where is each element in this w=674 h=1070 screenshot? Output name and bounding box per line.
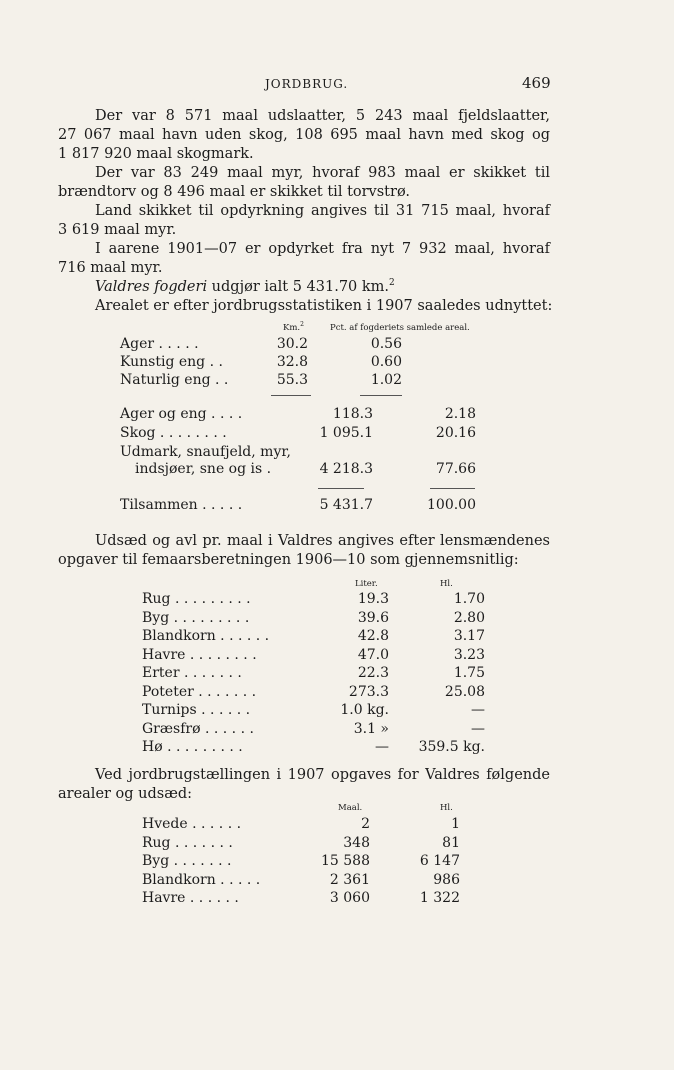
row-label: Byg . . . . . . . — [142, 853, 232, 869]
row-hl: 81 — [442, 834, 460, 851]
row-pct: 1.02 — [370, 372, 402, 388]
row-hl: 359.5 kg. — [418, 739, 485, 755]
row-label: Havre . . . . . . — [142, 890, 239, 906]
row-label: Rug . . . . . . . — [142, 834, 233, 851]
row-km: 1 095.1 — [319, 425, 373, 441]
row-km: 30.2 — [276, 336, 308, 352]
col-header-km — [283, 323, 304, 333]
row-hl: 1 322 — [419, 890, 460, 906]
sum-rule — [360, 395, 402, 396]
row-maal: 3 060 — [329, 890, 370, 906]
row-label: indsjøer, sne og is . — [135, 461, 272, 477]
page-number: 469 — [522, 74, 551, 92]
row-hl: 6 147 — [419, 853, 460, 869]
row-pct: 77.66 — [435, 461, 476, 477]
sum-rule — [318, 488, 364, 489]
row-pct: 0.56 — [370, 336, 402, 352]
row-label: Græsfrø . . . . . . — [142, 720, 254, 737]
row-liter: 22.3 — [357, 665, 389, 681]
row-liter: 273.3 — [348, 683, 389, 700]
sum-rule — [271, 395, 311, 396]
text-line: 716 maal myr. — [58, 260, 163, 276]
row-km: 32.8 — [276, 354, 308, 370]
row-liter: — — [375, 739, 389, 755]
row-hl: 3.17 — [453, 628, 485, 644]
row-hl: 1 — [451, 816, 460, 832]
total-km: 5 431.7 — [319, 497, 373, 513]
row-liter: 1.0 kg. — [340, 702, 389, 718]
row-label: Poteter . . . . . . . — [142, 683, 257, 700]
text-line: Udsæd og avl pr. maal i Valdres angives efter lensmændenes — [95, 533, 550, 549]
row-hl: 25.08 — [444, 683, 485, 700]
row-label: Ager og eng . . . . — [120, 406, 243, 422]
text-line: 1 817 920 maal skogmark. — [58, 146, 254, 162]
row-pct: 2.18 — [444, 406, 476, 422]
row-hl: 1.70 — [453, 591, 485, 607]
row-label: Erter . . . . . . . — [142, 665, 242, 681]
text-line: Arealet er efter jordbrugsstatistiken i 1907 saaledes udnyttet: — [95, 298, 553, 314]
row-liter: 3.1 » — [353, 720, 389, 737]
row-liter: 19.3 — [357, 591, 389, 607]
text-line: arealer og udsæd: — [58, 786, 193, 802]
row-maal: 348 — [343, 834, 370, 851]
italic-term: Valdres fogderi — [95, 279, 208, 295]
row-maal: 15 588 — [321, 853, 370, 869]
row-pct: 20.16 — [435, 425, 476, 441]
row-hl: 3.23 — [453, 646, 485, 663]
total-label: Tilsammen . . . . . — [120, 497, 243, 513]
text-line: Der var 83 249 maal myr, hvoraf 983 maal er skikket til — [95, 165, 550, 181]
superscript: 2 — [300, 321, 304, 329]
row-liter: 47.0 — [357, 646, 389, 663]
row-label: Kunstig eng . . — [120, 354, 223, 370]
row-pct: 0.60 — [370, 354, 402, 370]
row-km: 4 218.3 — [319, 461, 373, 477]
row-label: Havre . . . . . . . . — [142, 646, 257, 663]
row-hl: 1.75 — [453, 665, 485, 681]
text-line: 3 619 maal myr. — [58, 222, 177, 238]
text-line: brændtorv og 8 496 maal er skikket til torvstrø. — [58, 184, 411, 200]
row-hl: 986 — [433, 871, 460, 888]
text-line: Der var 8 571 maal udslaatter, 5 243 maal fjeldslaatter, — [95, 108, 550, 124]
row-label: Skog . . . . . . . . — [120, 425, 227, 441]
row-maal: 2 361 — [329, 871, 370, 888]
col-header-hl: Hl. — [440, 803, 453, 813]
text-line: Ved jordbrugstællingen i 1907 opgaves for Valdres følgende — [95, 767, 550, 783]
col-header-text: Km. — [283, 323, 301, 333]
row-label: Hø . . . . . . . . . — [142, 739, 243, 755]
row-hl: 2.80 — [453, 609, 485, 626]
row-label: Udmark, snaufjeld, myr, — [120, 444, 291, 460]
col-header-pct: Pct. af fogderiets samlede areal. — [330, 323, 470, 333]
row-label: Blandkorn . . . . . — [142, 871, 261, 888]
text-line: 27 067 maal havn uden skog, 108 695 maal havn med skog og — [58, 127, 550, 143]
text-line: opgaver til femaarsberetningen 1906—10 som gjennemsnitlig: — [58, 552, 519, 568]
row-label: Naturlig eng . . — [120, 372, 229, 388]
row-km: 55.3 — [276, 372, 308, 388]
text-line: I aarene 1901—07 er opdyrket fra nyt 7 932 maal, hvoraf — [95, 241, 550, 257]
col-header-hl: Hl. — [440, 579, 453, 589]
text-line: Land skikket til opdyrkning angives til 31 715 maal, hvoraf — [95, 203, 550, 219]
row-label: Rug . . . . . . . . . — [142, 591, 251, 607]
text-run: udgjør ialt 5 431.70 km. — [207, 279, 390, 295]
superscript: 2 — [389, 278, 395, 289]
row-km: 118.3 — [332, 406, 373, 422]
col-header-maal: Maal. — [338, 803, 363, 813]
row-hl: — — [471, 720, 485, 737]
row-label: Byg . . . . . . . . . — [142, 609, 250, 626]
row-liter: 39.6 — [357, 609, 389, 626]
sum-rule — [430, 488, 475, 489]
row-label: Turnips . . . . . . — [142, 702, 251, 718]
row-hl: — — [471, 702, 485, 718]
row-liter: 42.8 — [357, 628, 389, 644]
row-maal: 2 — [361, 816, 370, 832]
text-line — [95, 279, 395, 295]
total-pct: 100.00 — [427, 497, 476, 513]
running-header: JORDBRUG. — [265, 77, 349, 91]
row-label: Blandkorn . . . . . . — [142, 628, 270, 644]
row-label: Hvede . . . . . . — [142, 816, 242, 832]
row-label: Ager . . . . . — [120, 336, 199, 352]
col-header-liter: Liter. — [355, 579, 378, 589]
